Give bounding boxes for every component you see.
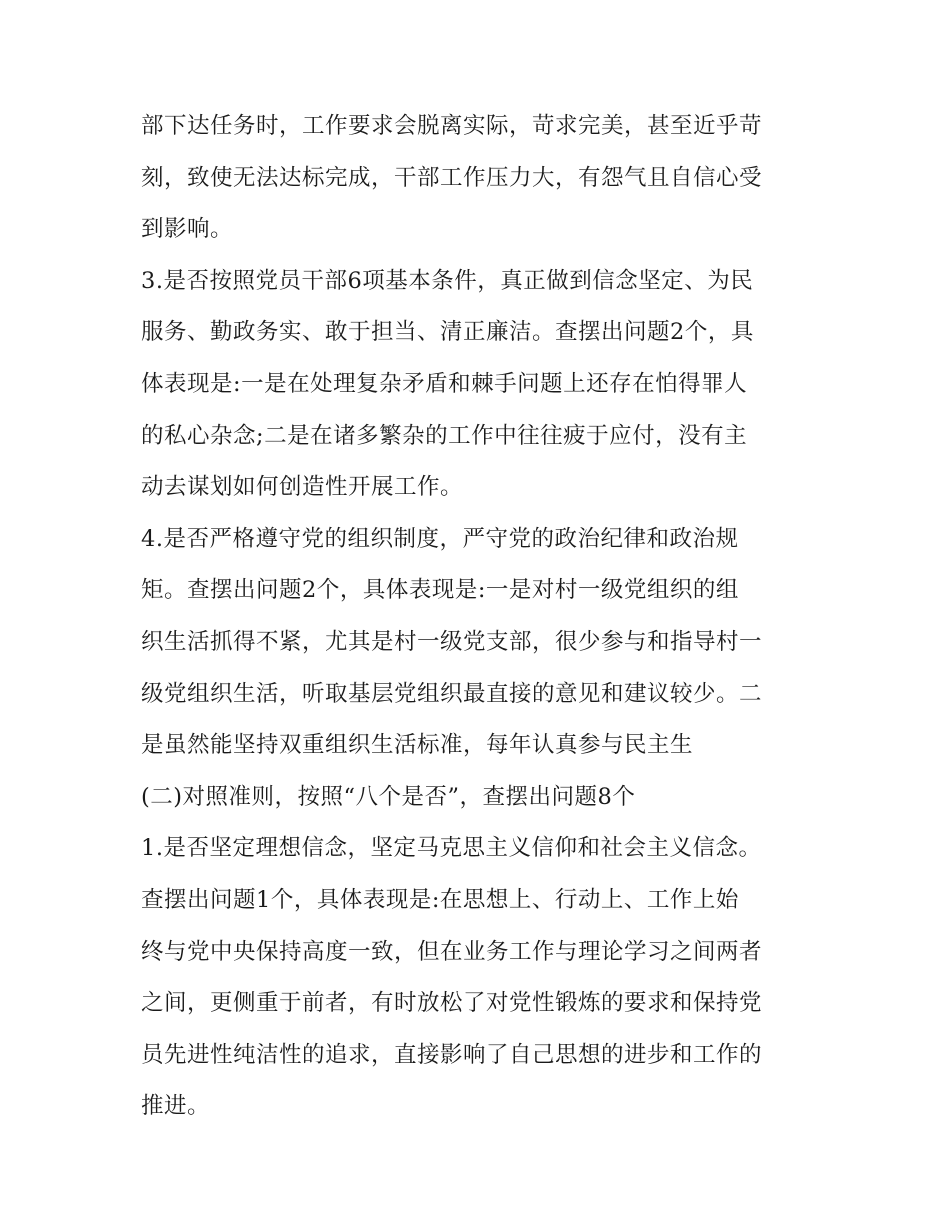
text-line: 动去谋划如何创造性开展工作。 [141, 474, 464, 501]
text-line: 之间，更侧重于前者，有时放松了对党性锻炼的要求和保持党 [141, 990, 763, 1017]
text-line: 体表现是:一是在处理复杂矛盾和棘手问题上还存在怕得罪人 [141, 370, 748, 397]
text-line: 是虽然能坚持双重组织生活标准，每年认真参与民主生 [141, 732, 694, 759]
item-1-line: 1.是否坚定理想信念，坚定马克思主义信仰和社会主义信念。 [141, 835, 762, 862]
text-line: 部下达任务时，工作要求会脱离实际，苛求完美，甚至近乎苛 [141, 113, 763, 139]
body-text [141, 101, 821, 1133]
item-4-line: 4.是否严格遵守党的组织制度，严守党的政治纪律和政治规 [141, 525, 739, 552]
text-line: 推进。 [141, 1093, 211, 1120]
text-line: 到影响。 [141, 216, 234, 243]
text-line: 终与党中央保持高度一致，但在业务工作与理论学习之间两者 [141, 938, 763, 965]
text-line: 矩。查摆出问题2个，具体表现是:一是对村一级党组织的组 [141, 577, 739, 604]
text-line: 织生活抓得不紧，尤其是村一级党支部，很少参与和指导村一 [141, 628, 763, 655]
text-line: 的私心杂念;二是在诸多繁杂的工作中往往疲于应付，没有主 [141, 422, 748, 449]
text-line: 服务、勤政务实、敢于担当、清正廉洁。查摆出问题2个，具 [141, 319, 754, 346]
section-heading: (二)对照准则，按照“八个是否”，查摆出问题8个 [141, 783, 636, 810]
text-line: 级党组织生活，听取基层党组织最直接的意见和建议较少。二 [141, 680, 763, 707]
text-line: 刻，致使无法达标完成，干部工作压力大，有怨气且自信心受 [141, 164, 763, 191]
text-line: 查摆出问题1个，具体表现是:在思想上、行动上、工作上始 [141, 886, 739, 913]
text-line: 员先进性纯洁性的追求，直接影响了自己思想的进步和工作的 [141, 1041, 763, 1068]
item-3-line: 3.是否按照党员干部6项基本条件，真正做到信念坚定、为民 [141, 267, 754, 294]
